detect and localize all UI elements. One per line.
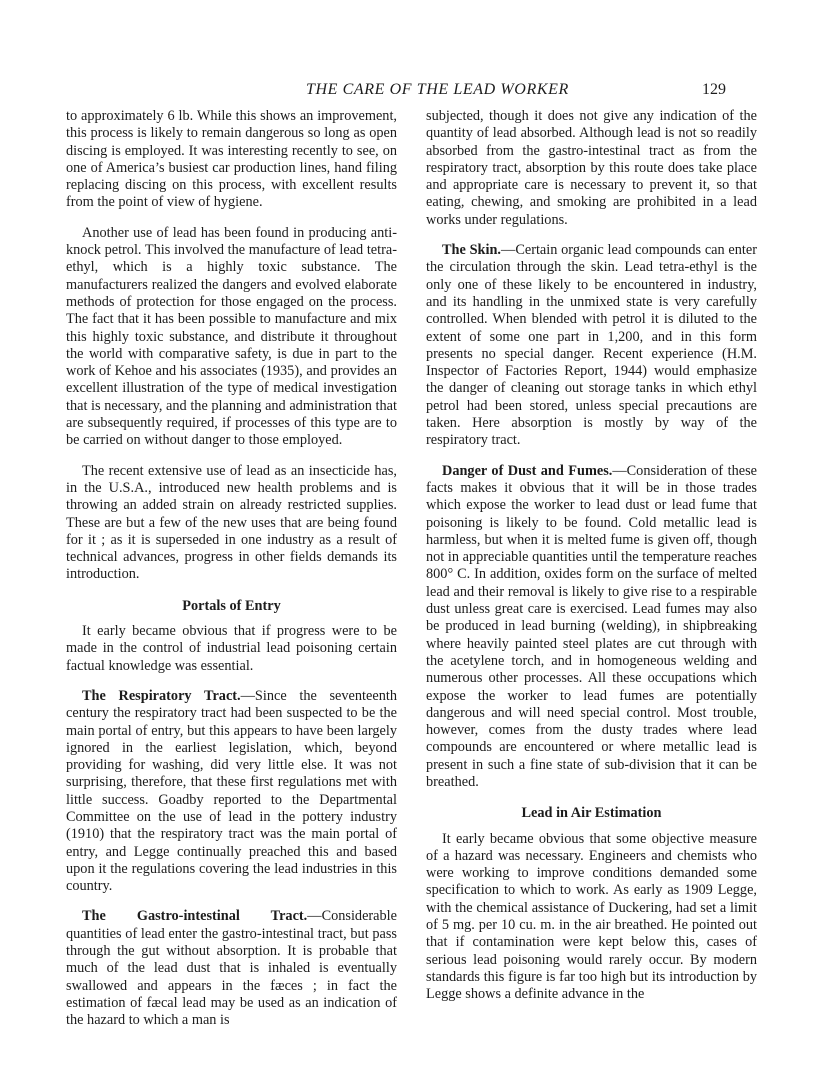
- skin-text: —Certain organic lead compounds can enter the circulation through the skin. Lead tetra-ethyl is the only one of these likely to be encountered in industry, and its handling in the unmixed state is very carefully controlled. When blended with petrol it is diluted to the extent of some one part in 1,200, and in this form presents no special danger. Recent experience (H.M. Inspector of Factories Report, 1944) would emphasize the danger of cleaning out storage tanks in which ethyl petrol had been stored, unless special precautions are taken. Here absorption is mostly by way of the respiratory tract.: [426, 242, 757, 449]
- paragraph: It early became obvious that if progress were to be made in the control of industrial lead poisoning certain factual knowledge was essential.: [66, 623, 397, 674]
- dust-text: —Consideration of these facts makes it obvious that it will be in those trades which expose the worker to lead dust or lead fume that poisoning is likely to be found. Cold metallic lead is harmless, but when it is melted fume is given off, though not in appreciable quantities until the temperature reaches 800° C. In addition, oxides form on the surface of melted lead and their removal is likely to give rise to a respirable dust unless great care is exercised. Lead fumes may also be produced in lead burning (welding), in shipbreaking where heavily painted steel plates are cut through with the acetylene torch, and in homogeneous welding and numerous other processes. All these occupations which expose the worker to lead fumes are potentially dangerous and will need special control. Most trouble, however, comes from the dusty trades where lead compounds are encountered or where metallic lead is present in such a fine state of sub-division that it can be breathed.: [426, 462, 757, 790]
- running-title: THE CARE OF THE LEAD WORKER: [306, 81, 569, 98]
- subheading-dust: Danger of Dust and Fumes.: [442, 462, 613, 479]
- paragraph: It early became obvious that some objective measure of a hazard was necessary. Engineers and chemists who were working to improve conditions demanded some specification to which to work. As early as 1909 Legge, with the chemical assistance of Duckering, had set a limit of 5 mg. per 10 cu. m. in the air breathed. He pointed out that if contamination were kept below this, cases of serious lead poisoning would rarely occur. By modern standards this figure is far too high but its introduction by Legge shows a definite advance in the: [426, 830, 757, 1003]
- section-heading-portals: Portals of Entry: [182, 597, 281, 614]
- section-heading-air: Lead in Air Estimation: [521, 805, 662, 822]
- paragraph: Another use of lead has been found in producing anti-knock petrol. This involved the manufacture of lead tetra-ethyl, which is a highly toxic substance. The manufacturers realized the dangers and evolved elaborate methods of protection for those engaged on the process. The fact that it has been possible to manufacture and mix this highly toxic substance, and distribute it throughout the world with comparative safety, is due in part to the work of Kehoe and his associates (1935), and provides an excellent illustration of the type of medical investigation that is necessary, and the planning and administration that are subsequently required, if processes of this type are to be carried on without danger to those employed.: [66, 224, 397, 449]
- paragraph-gastro: [66, 908, 397, 1029]
- right-column: [426, 108, 757, 1004]
- subheading-respiratory: The Respiratory Tract.: [82, 687, 241, 704]
- paragraph-dust: [426, 463, 757, 792]
- subheading-gastro: The Gastro-intestinal Tract.: [82, 908, 308, 925]
- paragraph: to approximately 6 lb. While this shows an improvement, this process is likely to remain dangerous so long as open discing is employed. It was interesting recently to see, on one of America’s busiest car production lines, hand filing replacing discing on this process, with excellent results from the point of view of hygiene.: [66, 108, 397, 211]
- paragraph-respiratory: [66, 688, 397, 896]
- respiratory-text: —Since the seventeenth century the respiratory tract had been suspected to be the main portal of entry, but this appears to have been largely ignored in the earliest legislation, which, beyond providing for washing, did very little else. It was not surprising, therefore, that these first regulations met with little success. Goadby reported to the Departmental Committee on the use of lead in the pottery industry (1910) that the respiratory tract was the main portal of entry, and Legge continually preached this and based upon it the regulations covering the lead industries in this country.: [66, 687, 397, 895]
- subheading-skin: The Skin.: [442, 242, 502, 259]
- paragraph: The recent extensive use of lead as an insecticide has, in the U.S.A., introduced new health problems and is throwing an added strain on already restricted supplies. These are but a few of the new uses that are being found for it ; as it is superseded in one industry as a result of technical advances, progress in other fields demands its introduction.: [66, 462, 397, 583]
- paragraph-skin: [426, 242, 757, 450]
- left-column: [66, 108, 397, 1030]
- paragraph: subjected, though it does not give any indication of the quantity of lead absorbed. Although lead is not so readily absorbed from the gastro-intestinal tract as from the respiratory tract, absorption by this route does take place and appropriate care is necessary to prevent it, so that eating, chewing, and smoking are prohibited in a lead works under regulations.: [426, 108, 757, 228]
- gastro-text: —Considerable quantities of lead enter the gastro-intestinal tract, but pass through the gut without absorption. It is probable that much of the lead dust that is inhaled is eventually swallowed and appears in the fæces ; in fact the estimation of fæcal lead may be used as an indication of the hazard to which a man is: [66, 908, 397, 1029]
- page-number: 129: [702, 81, 726, 98]
